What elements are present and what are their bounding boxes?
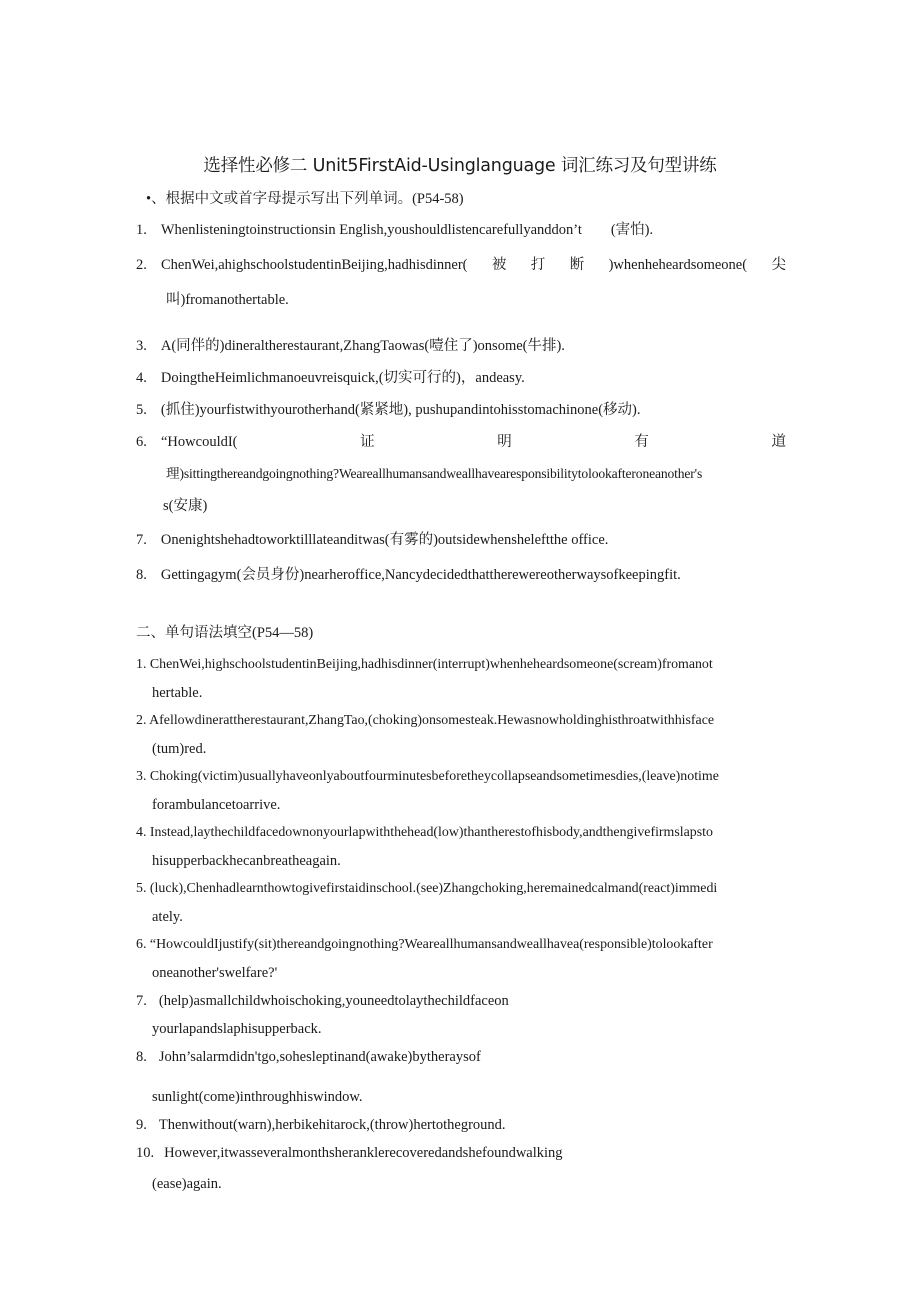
item-number: 8. bbox=[136, 1049, 147, 1065]
item-number: 1. bbox=[136, 657, 147, 672]
s1-item-5 bbox=[136, 401, 641, 419]
section1-heading: •、根据中文或首字母提示写出下列单词。(P54-58) bbox=[146, 191, 464, 207]
text-part: 打 bbox=[530, 257, 546, 273]
s1-item-6-line1 bbox=[161, 433, 786, 451]
s1-item-7 bbox=[136, 531, 608, 549]
item-number: 10. bbox=[136, 1145, 155, 1161]
s1-item-6-line3: s(安康) bbox=[163, 498, 208, 514]
item-number: 3. bbox=[136, 769, 147, 784]
s1-item-4 bbox=[136, 369, 525, 387]
text-part: 明 bbox=[497, 434, 512, 450]
s1-item-1 bbox=[136, 221, 653, 239]
section2-heading: 二、单句语法填空(P54—58) bbox=[136, 625, 314, 641]
s2-item-1-line1 bbox=[136, 656, 713, 674]
item-number: 5. bbox=[136, 881, 147, 896]
s2-item-7-line1 bbox=[136, 992, 509, 1010]
s2-item-4-line2: hisupperbackhecanbreatheagain. bbox=[152, 853, 341, 869]
item-text: A(同伴的)dineraltherestaurant,ZhangTaowas(噎住了)onsome(牛排). bbox=[160, 338, 565, 354]
s2-item-8-line2: sunlight(come)inthroughhiswindow. bbox=[152, 1089, 363, 1105]
s2-item-3-line1 bbox=[136, 768, 719, 786]
item-number: 9. bbox=[136, 1117, 147, 1133]
s1-item-2-line1 bbox=[161, 256, 786, 274]
text-part: 尖 bbox=[771, 257, 786, 273]
s2-item-4-line1 bbox=[136, 824, 713, 842]
item-number: 4. bbox=[136, 370, 147, 386]
text-part: “HowcouldI( bbox=[161, 434, 238, 450]
item-text: DoingtheHeimlichmanoeuvreisquick,(切实可行的)，andeasy. bbox=[160, 370, 525, 386]
s2-item-8-line1 bbox=[136, 1048, 481, 1066]
page-title: 选择性必修二 Unit5FirstAid-Usinglanguage 词汇练习及句型讲练 bbox=[203, 156, 717, 176]
s2-item-5-line1 bbox=[136, 880, 717, 898]
item-text: Whenlisteningtoinstructionsin English,youshouldlistencarefullyanddon’t (害怕). bbox=[160, 222, 654, 238]
s2-item-6-line1 bbox=[136, 936, 713, 954]
text-part: 道 bbox=[771, 434, 786, 450]
s1-item-6-line2: 理)sittingthereandgoingnothing?Weareallhumansandweallhavearesponsibilitytolookafteroneanother's bbox=[166, 466, 703, 481]
item-number: 7. bbox=[136, 993, 147, 1009]
text-part: 断 bbox=[569, 257, 585, 273]
item-number: 3. bbox=[136, 338, 147, 354]
s2-item-5-line2: ately. bbox=[152, 909, 183, 925]
item-text: Instead,laythechildfacedownonyourlapwiththehead(low)thantherestofhisbody,andthengivefirmslapsto bbox=[149, 825, 713, 840]
item-number: 1. bbox=[136, 222, 147, 238]
s2-item-3-line2: forambulancetoarrive. bbox=[152, 797, 281, 813]
s2-item-10-line2: (ease)again. bbox=[152, 1176, 222, 1192]
item-number: 4. bbox=[136, 825, 147, 840]
s2-item-7-line2: yourlapandslaphisupperback. bbox=[152, 1021, 322, 1037]
s1-item-6-number: 6. bbox=[136, 434, 147, 450]
text-part: ChenWei,ahighschoolstudentinBeijing,hadhisdinner( bbox=[161, 257, 468, 273]
item-number: 6. bbox=[136, 937, 147, 952]
text-part: 被 bbox=[491, 257, 507, 273]
item-text: (luck),Chenhadlearnthowtogivefirstaidinschool.(see)Zhangchoking,heremainedcalmand(react)immedi bbox=[149, 881, 718, 896]
item-text: ChenWei,highschoolstudentinBeijing,hadhisdinner(interrupt)whenheheardsomeone(scream)fromanot bbox=[149, 657, 713, 672]
text-part: 有 bbox=[634, 434, 649, 450]
s2-item-10-line1 bbox=[136, 1144, 563, 1162]
s2-item-9 bbox=[136, 1116, 506, 1134]
item-text: Afellowdinerattherestaurant,ZhangTao,(choking)onsomesteak.Hewasnowholdinghisthroatwithhisface bbox=[149, 713, 715, 728]
item-text: (抓住)yourfistwithyourotherhand(紧紧地), pushupandintohisstomachinone(移动). bbox=[160, 402, 641, 418]
item-text: Thenwithout(warn),herbikehitarock,(throw)hertotheground. bbox=[158, 1117, 506, 1133]
text-part: )whenheheardsomeone( bbox=[608, 257, 748, 273]
item-text: Onenightshehadtoworktilllateanditwas(有雾的)outsidewhensheleftthe office. bbox=[160, 532, 609, 548]
item-number: 7. bbox=[136, 532, 147, 548]
item-number: 5. bbox=[136, 402, 147, 418]
s1-item-8 bbox=[136, 566, 681, 584]
s1-item-2-number: 2. bbox=[136, 257, 147, 273]
s2-item-2-line2: (tum)red. bbox=[152, 741, 207, 757]
s1-item-2-line2: 叫)fromanothertable. bbox=[166, 292, 289, 308]
item-number: 2. bbox=[136, 713, 147, 728]
s2-item-2-line1 bbox=[136, 712, 714, 730]
text-part: 证 bbox=[360, 434, 375, 450]
s2-item-6-line2: oneanother'swelfare?' bbox=[152, 965, 278, 981]
item-text: Gettingagym(会员身份)nearheroffice,Nancydecidedthattherewereotherwaysofkeepingfit. bbox=[160, 567, 681, 583]
item-text: John’salarmdidn'tgo,sohesleptinand(awake)bytheraysof bbox=[158, 1049, 481, 1065]
item-text: (help)asmallchildwhoischoking,youneedtolaythechildfaceon bbox=[158, 993, 509, 1009]
item-text: “HowcouldIjustify(sit)thereandgoingnothing?Weareallhumansandweallhavea(responsible)tolookafter bbox=[149, 937, 713, 952]
item-number: 8. bbox=[136, 567, 147, 583]
item-text: Choking(victim)usuallyhaveonlyaboutfourminutesbeforetheycollapseandsometimesdies,(leave)notime bbox=[149, 769, 719, 784]
s1-item-3 bbox=[136, 337, 565, 355]
s2-item-1-line2: hertable. bbox=[152, 685, 203, 701]
item-text: However,itwasseveralmonthsheranklerecoveredandshefoundwalking bbox=[164, 1145, 563, 1161]
